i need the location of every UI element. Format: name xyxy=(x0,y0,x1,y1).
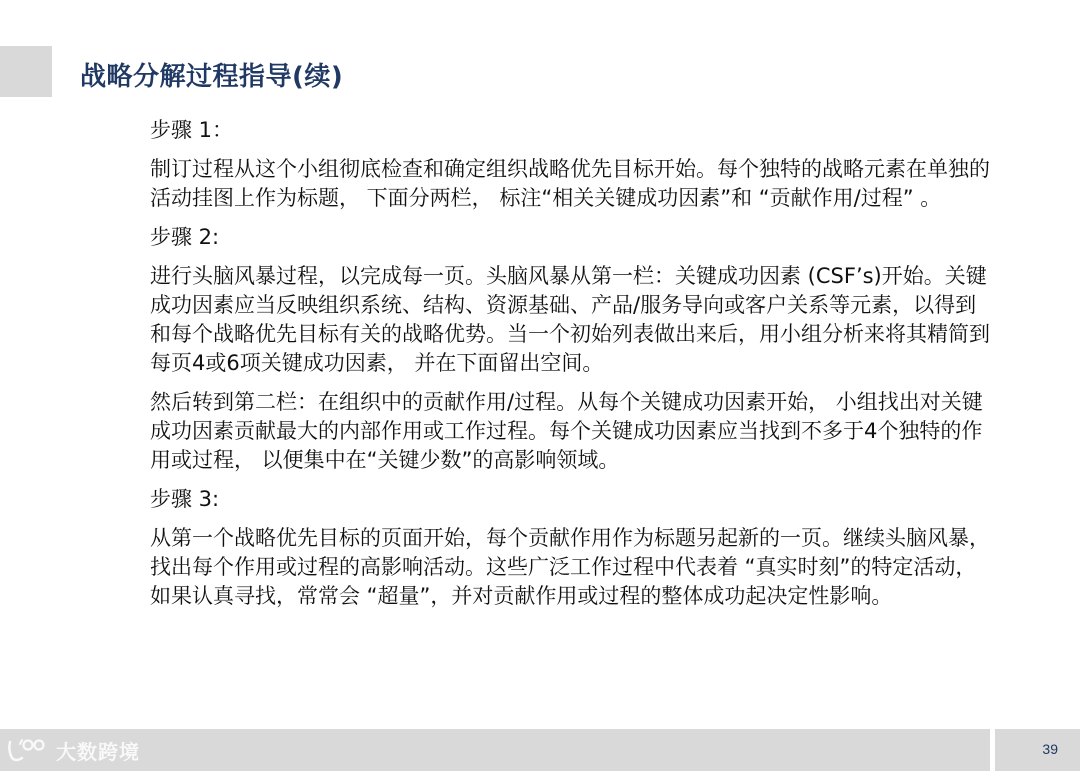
page-title: 战略分解过程指导(续) xyxy=(80,62,344,92)
page-number: 39 xyxy=(1042,741,1058,757)
brand-logo-icon xyxy=(6,736,50,764)
watermark xyxy=(6,734,140,766)
step-2-paragraph-1: 进行头脑风暴过程，以完成每一页。头脑风暴从第一栏：关键成功因素 (CSF’s)开始。关键成功因素应当反映组织系统、结构、资源基础、产品/服务导向或客户关系等元素，以得到和每个战略优先目标有关的战略优势。当一个初始列表做出来后，用小组分析来将其精简到每页4或6项关键成功因素， 并在下面留出空间。 xyxy=(150,264,990,375)
footer-bar xyxy=(0,729,990,771)
watermark-text: 大数跨境 xyxy=(56,739,140,764)
footer-page-box xyxy=(995,729,1080,771)
step-2-paragraph-2: 然后转到第二栏：在组织中的贡献作用/过程。从每个关键成功因素开始， 小组找出对关键成功因素贡献最大的内部作用或工作过程。每个关键成功因素应当找到不多于4个独特的作用或过程， 以便集中在“关键少数”的高影响领域。 xyxy=(150,390,983,472)
step-3-heading: 步骤 3: xyxy=(150,487,220,511)
content-body xyxy=(150,116,990,621)
step-1-paragraph: 制订过程从这个小组彻底检查和确定组织战略优先目标开始。每个独特的战略元素在单独的活动挂图上作为标题， 下面分两栏， 标注“相关关键成功因素”和 “贡献作用/过程” 。 xyxy=(150,157,990,210)
step-3-paragraph: 从第一个战略优先目标的页面开始，每个贡献作用作为标题另起新的一页。继续头脑风暴，找出每个作用或过程的高影响活动。这些广泛工作过程中代表着 “真实时刻”的特定活动，如果认真寻找，常常会 “超量”，并对贡献作用或过程的整体成功起决定性影响。 xyxy=(150,526,990,608)
step-2-heading: 步骤 2: xyxy=(150,225,220,249)
corner-accent-block xyxy=(0,46,52,97)
step-1-heading: 步骤 1： xyxy=(150,118,234,142)
